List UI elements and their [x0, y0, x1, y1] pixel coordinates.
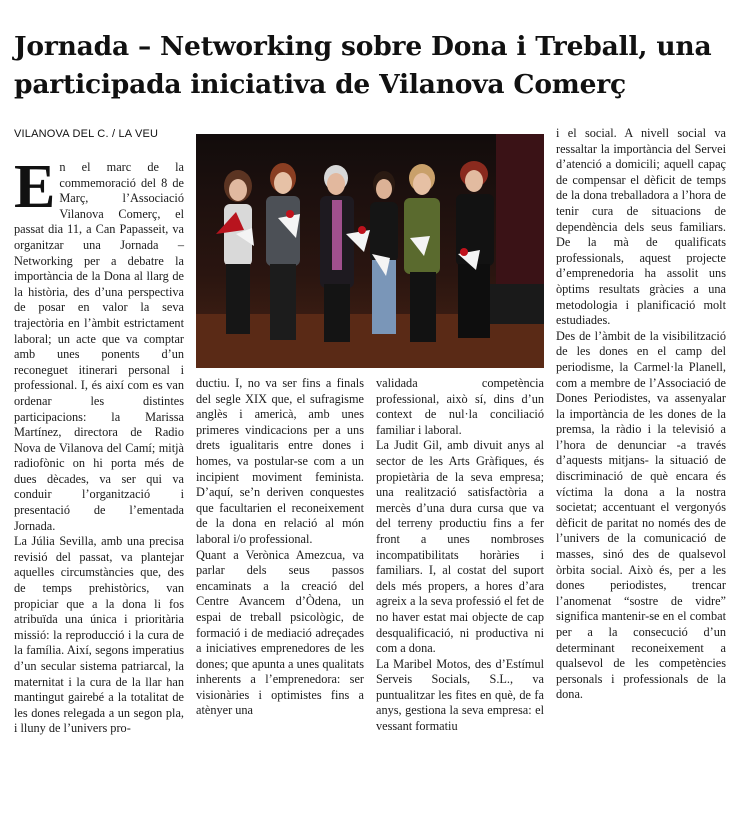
paragraph: i el social. A nivell social va ressaltar la importància del Servei d’atenció a domicili; aquell capaç de compensar el dèficit de temps de la dona treballadora a l’hora de tenir cura de situacions de dependència dels seus familiars. De la mà de qualificats professionals, aquest projecte d’emprenedoria ha assolit uns òptims resultats gràcies a una metodologia i planificació molt estudiades. — [556, 126, 726, 328]
group-photo — [196, 134, 544, 368]
paragraph: validada competència professional, això sí, dins d’un context de nul·la conciliació familiar i laboral. — [376, 376, 544, 437]
paragraph: Des de l’àmbit de la visibilització de les dones en el camp del periodisme, la Carmel·la Planell, com a membre de l’Associació de Dones Periodistes, va assenyalar la importància de les dones de la premsa, la ràdio i la televisió a l’hora de denunciar -a través d’aquests mitjans- la situació de discriminació de què encara és víctima la dona a la nostra societat; accentuant el vergonyós dèficit de paritat no només des de l’univers de la comunicació de masses, sinó des de qualsevol òrbita social. Això és, per a les dones periodistes, trencar l’anomenat “sostre de vidre” significa mantenir-se en el combat per a la consecució d’un determinant reconeixement a qualsevol de les competències personals i professionals de la dona. — [556, 328, 726, 702]
article-column-4 — [556, 126, 726, 703]
paragraph: La Júlia Sevilla, amb una precisa revisió del passat, va plantejar aquelles circumstàncies que, des de temps prehistòrics, van propiciar que a la dona li fos atribuïda una única i prioritària missió: la reproducció i la cura de la família. Així, segons imperatius d’un secular sistema patriarcal, la maternitat i la cura de la llar han mantingut gairebé a la totalitat de les dones relegada a un segon pla, i lluny de l’univers pro- — [14, 534, 184, 736]
byline: VILANOVA DEL C. / LA VEU — [14, 128, 159, 140]
drop-cap: E — [14, 153, 56, 221]
paragraph: n el marc de la commemoració del 8 de Març, l’Associació Vilanova Comerç, el passat dia 11, a Can Papasseit, va organitzar una Jornada – Networking per a debatre la importància de la Dona al llarg de la història, des d’una perspectiva de posar en valor la seva trajectòria en l’àmbit estrictament laboral; un acte que va comptar amb unes ponents d’un reconeguet itinerari personal i professional. I, és així com es van ordenar les distintes participacions: la Marissa Martínez, directora de Radio Nova de Vilanova del Camí; mitjà radiofònic on hi porta més de dues dècades, va ser qui va conduir l’organització i presentació de l’ementada Jornada. — [14, 160, 184, 533]
article-column-1 — [14, 153, 184, 737]
article-column-3 — [376, 376, 544, 735]
article-column-2 — [196, 376, 364, 719]
paragraph: La Judit Gil, amb divuit anys al sector de les Arts Gràfiques, és propietària de la seva empresa; una realització satisfactòria a mercès d’una dura cursa que va del terreny productiu fins a fer front a unes nombroses incompatibilitats horàries i familiars. I, al costat del suport dels més propers, a hores d’ara agreix a la seva professió el fet de no haver estat mai objecte de cap desqualificació, ni productiva ni com a dona. — [376, 438, 544, 656]
paragraph: La Maribel Motos, des d’Estímul Serveis Socials, S.L., va puntualitzar les fites en què, de fa anys, gestiona la seva empresa: el vessant formatiu — [376, 656, 544, 734]
paragraph: ductiu. I, no va ser fins a finals del segle XIX que, el sufragisme anglès i americà, amb unes primeres vindicacions per a uns drets igualitaris entre dones i homes, va postular-se com a un incipient moviment feminista. D’aquí, se’n deriven conquestes que facultarien el reconeixement de la dona en relació al món laboral i/o professional. — [196, 376, 364, 546]
headline: Jornada – Networking sobre Dona i Treball, una participada iniciativa de Vilanova Comerç — [14, 31, 712, 100]
paragraph: Quant a Verònica Amezcua, va parlar dels seus passos encaminats a la creació del Centre Avancem d’Òdena, un espai de treball psicològic, de formació i de mediació adreçades a iniciatives emprenedores de les dones; que apunta a unes qualitats inherents a l’emprenedora: ser visionàries i optimistes fins a atènyer una — [196, 547, 364, 718]
photo-illustration — [196, 134, 544, 368]
